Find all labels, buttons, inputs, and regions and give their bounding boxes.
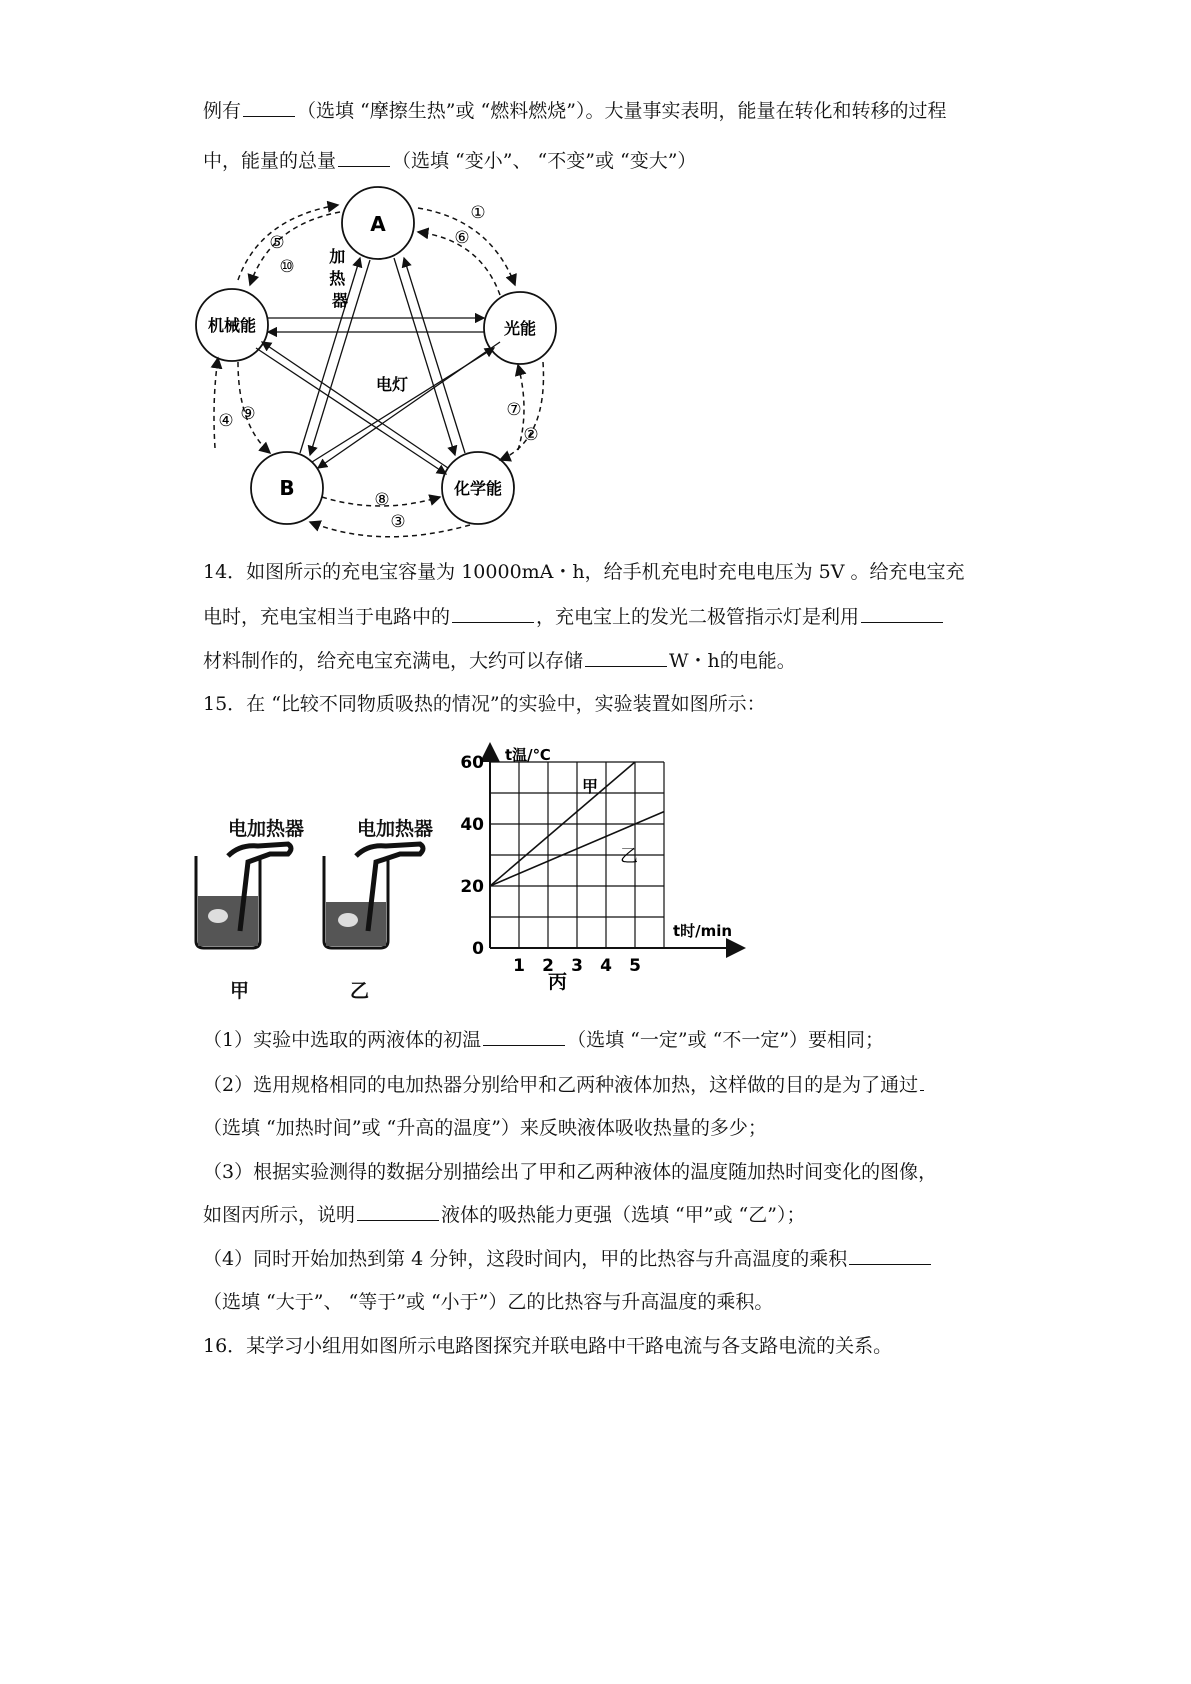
node-chemical-label: 化学能 <box>453 479 503 498</box>
text-segment: 14．如图所示的充电宝容量为 10000mA・h，给手机充电时充电电压为 5V 。给充电宝充 <box>203 561 965 583</box>
answer-blank[interactable] <box>849 1246 931 1265</box>
temperature-time-chart <box>460 738 770 998</box>
text-segment: 液体的吸热能力更强（选填 “甲”或 “乙”）； <box>441 1204 806 1226</box>
node-light-label: 光能 <box>503 319 537 338</box>
text-line-1 <box>203 98 946 123</box>
label-8: ⑧ <box>374 490 390 510</box>
node-a-label: A <box>370 212 386 236</box>
label-5: ⑤ <box>269 233 285 253</box>
heater-label: 加 热 器 <box>329 247 349 310</box>
text-segment: 16．某学习小组用如图所示电路图探究并联电路中干路电流与各支路电流的关系。 <box>203 1335 893 1357</box>
q15-part-3 <box>203 1160 937 1184</box>
answer-blank[interactable] <box>338 148 390 167</box>
y-tick-label: 20 <box>460 877 484 897</box>
text-segment: （2）选用规格相同的电加热器分别给甲和乙两种液体加热，这样做的目的是为了通过 <box>203 1074 919 1096</box>
label-4: ④ <box>218 411 234 431</box>
q15-line-1 <box>203 692 766 716</box>
label-1: ① <box>470 203 486 223</box>
label-9: ⑨ <box>240 404 256 424</box>
q15-part-2 <box>203 1072 926 1097</box>
q15-part-4b <box>203 1290 773 1314</box>
text-segment: （3）根据实验测得的数据分别描绘出了甲和乙两种液体的温度随加热时间变化的图像， <box>203 1161 938 1183</box>
heater-label-b: 电加热器 <box>357 818 434 840</box>
beaker-b-label: 乙 <box>350 980 370 1002</box>
arrow-a-to-mech <box>250 212 340 285</box>
answer-blank[interactable] <box>483 1027 565 1046</box>
text-segment: 中，能量的总量 <box>203 150 337 172</box>
series-label-yi: 乙 <box>620 846 638 867</box>
q14-line-2 <box>203 604 945 629</box>
text-segment: （4）同时开始加热到第 4 分钟，这段时间内，甲的比热容与升高温度的乘积 <box>203 1248 848 1270</box>
q14-line-1 <box>203 560 965 584</box>
heater-label-a: 电加热器 <box>228 818 305 840</box>
text-segment: 例有 <box>203 100 242 122</box>
q16-line <box>203 1334 892 1358</box>
text-segment: 如图丙所示，说明 <box>203 1204 356 1226</box>
label-3: ③ <box>390 512 406 532</box>
text-segment: （选填 “加热时间”或 “升高的温度”）来反映液体吸收热量的多少； <box>203 1117 767 1139</box>
series-label-jia: 甲 <box>582 777 599 796</box>
node-b-label: B <box>279 476 295 500</box>
text-segment: 材料制作的，给充电宝充满电，大约可以存储 <box>203 650 584 672</box>
answer-blank[interactable] <box>452 604 534 623</box>
answer-blank[interactable] <box>861 604 943 623</box>
y-tick-label: 0 <box>472 939 484 959</box>
beaker-a <box>196 844 291 948</box>
q15-part-3b <box>203 1202 805 1227</box>
answer-blank[interactable] <box>243 98 295 117</box>
x-tick-label: 2 <box>542 956 554 976</box>
text-segment: （1）实验中选取的两液体的初温 <box>203 1029 482 1051</box>
chart-caption: 丙 <box>548 971 568 993</box>
answer-blank[interactable] <box>357 1202 439 1221</box>
node-mechanical-label: 机械能 <box>207 316 257 335</box>
text-segment: （选填 “变小”、 “不变”或 “变大”） <box>392 150 697 172</box>
text-segment: （选填 “摩擦生热”或 “燃料燃烧”）。大量事实表明，能量在转化和转移的过程 <box>297 100 947 122</box>
text-segment: 电时，充电宝相当于电路中的 <box>203 606 451 628</box>
x-tick-label: 4 <box>600 956 612 976</box>
text-segment: 15．在 “比较不同物质吸热的情况”的实验中，实验装置如图所示： <box>203 693 766 715</box>
text-segment: （选填 “一定”或 “不一定”）要相同； <box>567 1029 885 1051</box>
x-tick-label: 1 <box>513 956 525 976</box>
y-tick-label: 40 <box>460 815 484 835</box>
answer-blank[interactable] <box>585 648 667 667</box>
text-segment: ，充电宝上的发光二极管指示灯是利用 <box>536 606 860 628</box>
beaker-a-label: 甲 <box>230 980 250 1002</box>
y-tick-label: 60 <box>460 753 484 773</box>
q14-line-3 <box>203 648 796 673</box>
beaker-figure <box>188 836 448 966</box>
label-2: ② <box>523 425 539 445</box>
label-6: ⑥ <box>454 228 470 248</box>
text-line-2 <box>203 148 696 173</box>
answer-blank[interactable] <box>920 1072 924 1091</box>
q15-part-2b <box>203 1116 767 1140</box>
q15-part-1 <box>203 1027 884 1052</box>
label-10: ⑩ <box>279 257 295 277</box>
energy-conversion-diagram <box>195 185 615 560</box>
q15-part-4 <box>203 1246 933 1271</box>
x-tick-label: 5 <box>629 956 641 976</box>
text-segment: W・h的电能。 <box>669 650 796 672</box>
beaker-b <box>324 844 423 948</box>
y-axis-label: t温/℃ <box>505 746 551 764</box>
x-axis-label: t时/min <box>673 922 733 940</box>
label-7: ⑦ <box>506 400 522 420</box>
x-tick-label: 3 <box>571 956 583 976</box>
lamp-label: 电灯 <box>375 375 409 394</box>
text-segment: （选填 “大于”、 “等于”或 “小于”）乙的比热容与升高温度的乘积。 <box>203 1291 774 1313</box>
arrow-b-to-mech <box>214 358 218 448</box>
